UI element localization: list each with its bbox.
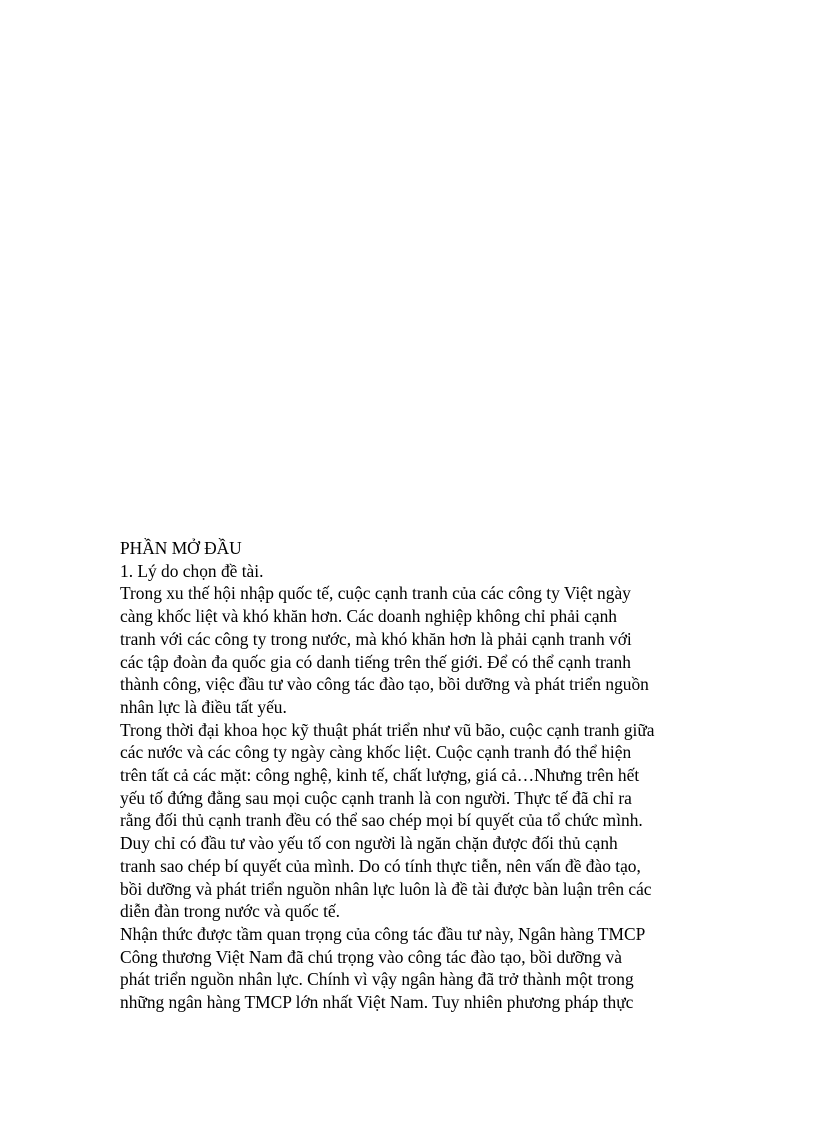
document-body — [120, 537, 700, 1014]
paragraph-line: tranh với các công ty trong nước, mà khó khăn hơn là phải cạnh tranh với — [120, 628, 632, 649]
paragraph-line: Nhận thức được tầm quan trọng của công tác đầu tư này, Ngân hàng TMCP — [120, 923, 646, 944]
paragraph-line: Trong xu thế hội nhập quốc tế, cuộc cạnh tranh của các công ty Việt ngày — [120, 583, 631, 604]
paragraph-line: thành công, việc đầu tư vào công tác đào tạo, bồi dưỡng và phát triển nguồn — [120, 674, 649, 695]
paragraph-1 — [120, 582, 700, 718]
paragraph-line: các tập đoàn đa quốc gia có danh tiếng trên thế giới. Để có thể cạnh tranh — [120, 651, 631, 672]
paragraph-line: nhân lực là điều tất yếu. — [120, 696, 287, 717]
paragraph-2 — [120, 719, 700, 923]
paragraph-line: tranh sao chép bí quyết của mình. Do có tính thực tiễn, nên vấn đề đào tạo, — [120, 855, 641, 876]
paragraph-line: càng khốc liệt và khó khăn hơn. Các doanh nghiệp không chỉ phải cạnh — [120, 606, 617, 627]
paragraph-line: phát triển nguồn nhân lực. Chính vì vậy ngân hàng đã trở thành một trong — [120, 969, 634, 990]
paragraph-line: yếu tố đứng đằng sau mọi cuộc cạnh tranh là con người. Thực tế đã chỉ ra — [120, 787, 632, 808]
paragraph-line: trên tất cả các mặt: công nghệ, kinh tế, chất lượng, giá cả…Nhưng trên hết — [120, 765, 640, 786]
paragraph-line: những ngân hàng TMCP lớn nhất Việt Nam. Tuy nhiên phương pháp thực — [120, 992, 634, 1013]
paragraph-line: Duy chỉ có đầu tư vào yếu tố con người là ngăn chặn được đối thủ cạnh — [120, 833, 618, 854]
paragraph-3 — [120, 923, 700, 1014]
paragraph-line: diễn đàn trong nước và quốc tế. — [120, 901, 340, 922]
paragraph-line: bồi dưỡng và phát triển nguồn nhân lực luôn là đề tài được bàn luận trên các — [120, 878, 652, 899]
paragraph-line: các nước và các công ty ngày càng khốc liệt. Cuộc cạnh tranh đó thể hiện — [120, 742, 632, 763]
document-heading: PHẦN MỞ ĐẦU — [120, 538, 242, 558]
paragraph-line: rằng đối thủ cạnh tranh đều có thể sao chép mọi bí quyết của tổ chức mình. — [120, 810, 643, 831]
section-title: 1. Lý do chọn đề tài. — [120, 560, 264, 581]
paragraph-line: Công thương Việt Nam đã chú trọng vào công tác đào tạo, bồi dưỡng và — [120, 946, 622, 967]
paragraph-line: Trong thời đại khoa học kỹ thuật phát triển như vũ bão, cuộc cạnh tranh giữa — [120, 719, 655, 740]
